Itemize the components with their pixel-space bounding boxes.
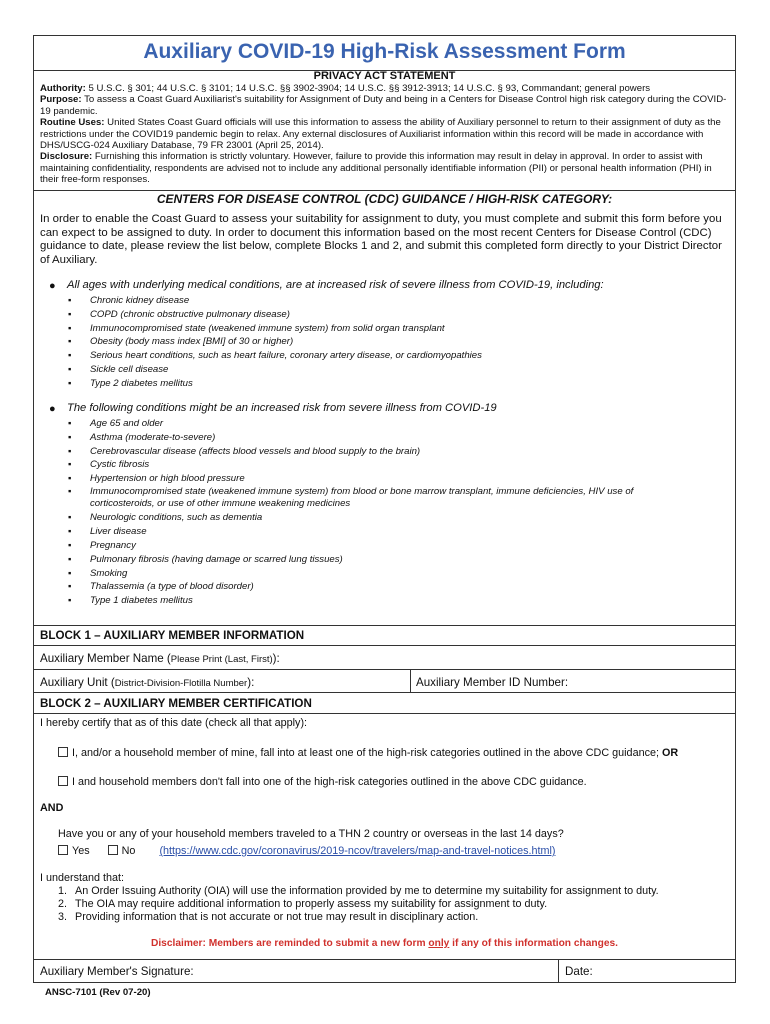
divider bbox=[34, 959, 735, 960]
divider bbox=[34, 669, 735, 670]
privacy-purpose: Purpose: To assess a Coast Guard Auxiliarist's suitability for Assignment of Duty and being in a Centers for Disease Control high risk category during the COVID-19 pandemic. bbox=[40, 94, 727, 117]
list-item: 1. An Order Issuing Authority (OIA) will use the information provided by me to determine my suitability for assignment to duty. bbox=[58, 885, 659, 897]
cdc-travel-link[interactable]: (https://www.cdc.gov/coronavirus/2019-ncov/travelers/map-and-travel-notices.html) bbox=[159, 845, 556, 857]
signature-field[interactable]: Auxiliary Member's Signature: bbox=[40, 965, 194, 978]
privacy-heading: PRIVACY ACT STATEMENT bbox=[313, 70, 456, 82]
understand-text: I understand that: bbox=[40, 872, 125, 884]
list-item: ▪ Chronic kidney disease bbox=[64, 294, 482, 308]
group1-list bbox=[64, 294, 482, 391]
checkbox[interactable] bbox=[58, 776, 68, 786]
list-item: ▪ COPD (chronic obstructive pulmonary disease) bbox=[64, 308, 482, 322]
travel-question: Have you or any of your household members traveled to a THN 2 country or overseas in the last 14 days? bbox=[58, 828, 564, 840]
checkbox[interactable] bbox=[58, 747, 68, 757]
list-item: 3. Providing information that is not accurate or not true may result in disciplinary action. bbox=[58, 911, 479, 923]
high-risk-option[interactable]: I, and/or a household member of mine, fall into at least one of the high-risk categories outlined in the above CDC guidance; OR bbox=[58, 747, 678, 759]
list-item: ▪ Pregnancy bbox=[64, 539, 684, 553]
list-item: ▪ Asthma (moderate-to-severe) bbox=[64, 431, 684, 445]
list-item: ▪ Thalassemia (a type of blood disorder) bbox=[64, 580, 684, 594]
privacy-routine-uses: Routine Uses: United States Coast Guard officials will use this information to assess the ability of Auxiliary personnel to return to their assignment of duty as the restrictions under the COVID19 pandemic begin to relax. Any external disclosures of Auxiliarist information within this record will be made in accordance with DHS/USCG-024 Auxiliary Database, 79 FR 23001 (April 25, 2014). bbox=[40, 117, 721, 152]
understand-list bbox=[58, 885, 659, 924]
list-item: ▪ Type 1 diabetes mellitus bbox=[64, 594, 684, 608]
list-item: ▪ Age 65 and older bbox=[64, 417, 684, 431]
list-item: ▪ Liver disease bbox=[64, 525, 684, 539]
privacy-disclosure: Disclosure: Furnishing this information is strictly voluntary. However, failure to provide this information may result in delay in approval. In order to assist with maintaining confidentiality, respondents are advised not to include any additional personally identifiable information (PII) or personal health information (PHI) in their free-form responses. bbox=[40, 151, 712, 186]
disclaimer: Disclaimer: Members are reminded to submit a new form only if any of this information changes. bbox=[150, 938, 619, 949]
divider bbox=[34, 190, 735, 191]
privacy-authority: Authority: 5 U.S.C. § 301; 44 U.S.C. § 3101; 14 U.S.C. §§ 3902-3904; 14 U.S.C. §§ 3912-3913; 14 U.S.C. § 93, Commandant; general powers bbox=[40, 83, 651, 94]
member-name-field[interactable]: Auxiliary Member Name (Please Print (Last, First)): bbox=[40, 652, 280, 665]
block1-title: BLOCK 1 – AUXILIARY MEMBER INFORMATION bbox=[40, 629, 305, 642]
list-item: ▪ Obesity (body mass index [BMI] of 30 or higher) bbox=[64, 335, 482, 349]
list-item: ▪ Cystic fibrosis bbox=[64, 458, 684, 472]
list-item: ▪ Immunocompromised state (weakened immune system) from solid organ transplant bbox=[64, 322, 482, 336]
list-item: ▪ Cerebrovascular disease (affects blood vessels and blood supply to the brain) bbox=[64, 445, 684, 459]
divider bbox=[34, 713, 735, 714]
privacy-statement bbox=[40, 83, 729, 186]
travel-answers bbox=[58, 845, 555, 857]
yes-option[interactable]: Yes bbox=[58, 845, 90, 857]
bullet-icon: ● bbox=[49, 403, 56, 415]
group2-list bbox=[64, 417, 684, 608]
and-text: AND bbox=[40, 802, 64, 814]
form-title: Auxiliary COVID-19 High-Risk Assessment Form bbox=[143, 40, 626, 63]
checkbox[interactable] bbox=[108, 845, 118, 855]
cdc-intro: In order to enable the Coast Guard to assess your suitability for assignment to duty, you must complete and submit this form before you can expect to be assigned to duty. In order to document this information based on the most recent Centers for Disease Control (CDC) guidance to date, please review the list below, complete Blocks 1 and 2, and submit this completed form directly to your District Director of Auxiliary. bbox=[40, 213, 722, 266]
divider bbox=[558, 959, 559, 983]
divider bbox=[34, 645, 735, 646]
list-item: 2. The OIA may require additional information to properly assess my suitability for assignment to duty. bbox=[58, 898, 548, 910]
group1-heading: All ages with underlying medical conditions, are at increased risk of severe illness from COVID-19, including: bbox=[67, 279, 604, 291]
certify-text: I hereby certify that as of this date (check all that apply): bbox=[40, 717, 308, 729]
divider bbox=[34, 692, 735, 693]
checkbox[interactable] bbox=[58, 845, 68, 855]
block2-title: BLOCK 2 – AUXILIARY MEMBER CERTIFICATION bbox=[40, 697, 312, 710]
assessment-form bbox=[33, 35, 736, 983]
list-item: ▪ Sickle cell disease bbox=[64, 363, 482, 377]
member-unit-field[interactable]: Auxiliary Unit (District-Division-Flotilla Number): bbox=[40, 676, 255, 689]
form-number: ANSC-7101 (Rev 07-20) bbox=[45, 987, 151, 998]
member-id-field[interactable]: Auxiliary Member ID Number: bbox=[416, 676, 569, 689]
not-high-risk-option[interactable]: I and household members don't fall into one of the high-risk categories outlined in the above CDC guidance. bbox=[58, 776, 587, 788]
no-option[interactable]: No bbox=[108, 845, 136, 857]
list-item: ▪ Serious heart conditions, such as heart failure, coronary artery disease, or cardiomyopathies bbox=[64, 349, 482, 363]
list-item: ▪ Pulmonary fibrosis (having damage or scarred lung tissues) bbox=[64, 553, 684, 567]
divider bbox=[410, 669, 411, 692]
list-item: ▪ Hypertension or high blood pressure bbox=[64, 472, 684, 486]
date-field[interactable]: Date: bbox=[565, 965, 593, 978]
cdc-heading: CENTERS FOR DISEASE CONTROL (CDC) GUIDANCE / HIGH-RISK CATEGORY: bbox=[156, 192, 613, 206]
divider bbox=[34, 625, 735, 626]
list-item: ▪ Smoking bbox=[64, 567, 684, 581]
list-item: ▪ Immunocompromised state (weakened immune system) from blood or bone marrow transplant, immune deficiencies, HIV use of corticosteroids, or use of other immune weakening medicines bbox=[64, 486, 684, 511]
bullet-icon: ● bbox=[49, 280, 56, 292]
list-item: ▪ Neurologic conditions, such as dementia bbox=[64, 511, 684, 525]
list-item: ▪ Type 2 diabetes mellitus bbox=[64, 377, 482, 391]
group2-heading: The following conditions might be an increased risk from severe illness from COVID-19 bbox=[67, 402, 497, 414]
